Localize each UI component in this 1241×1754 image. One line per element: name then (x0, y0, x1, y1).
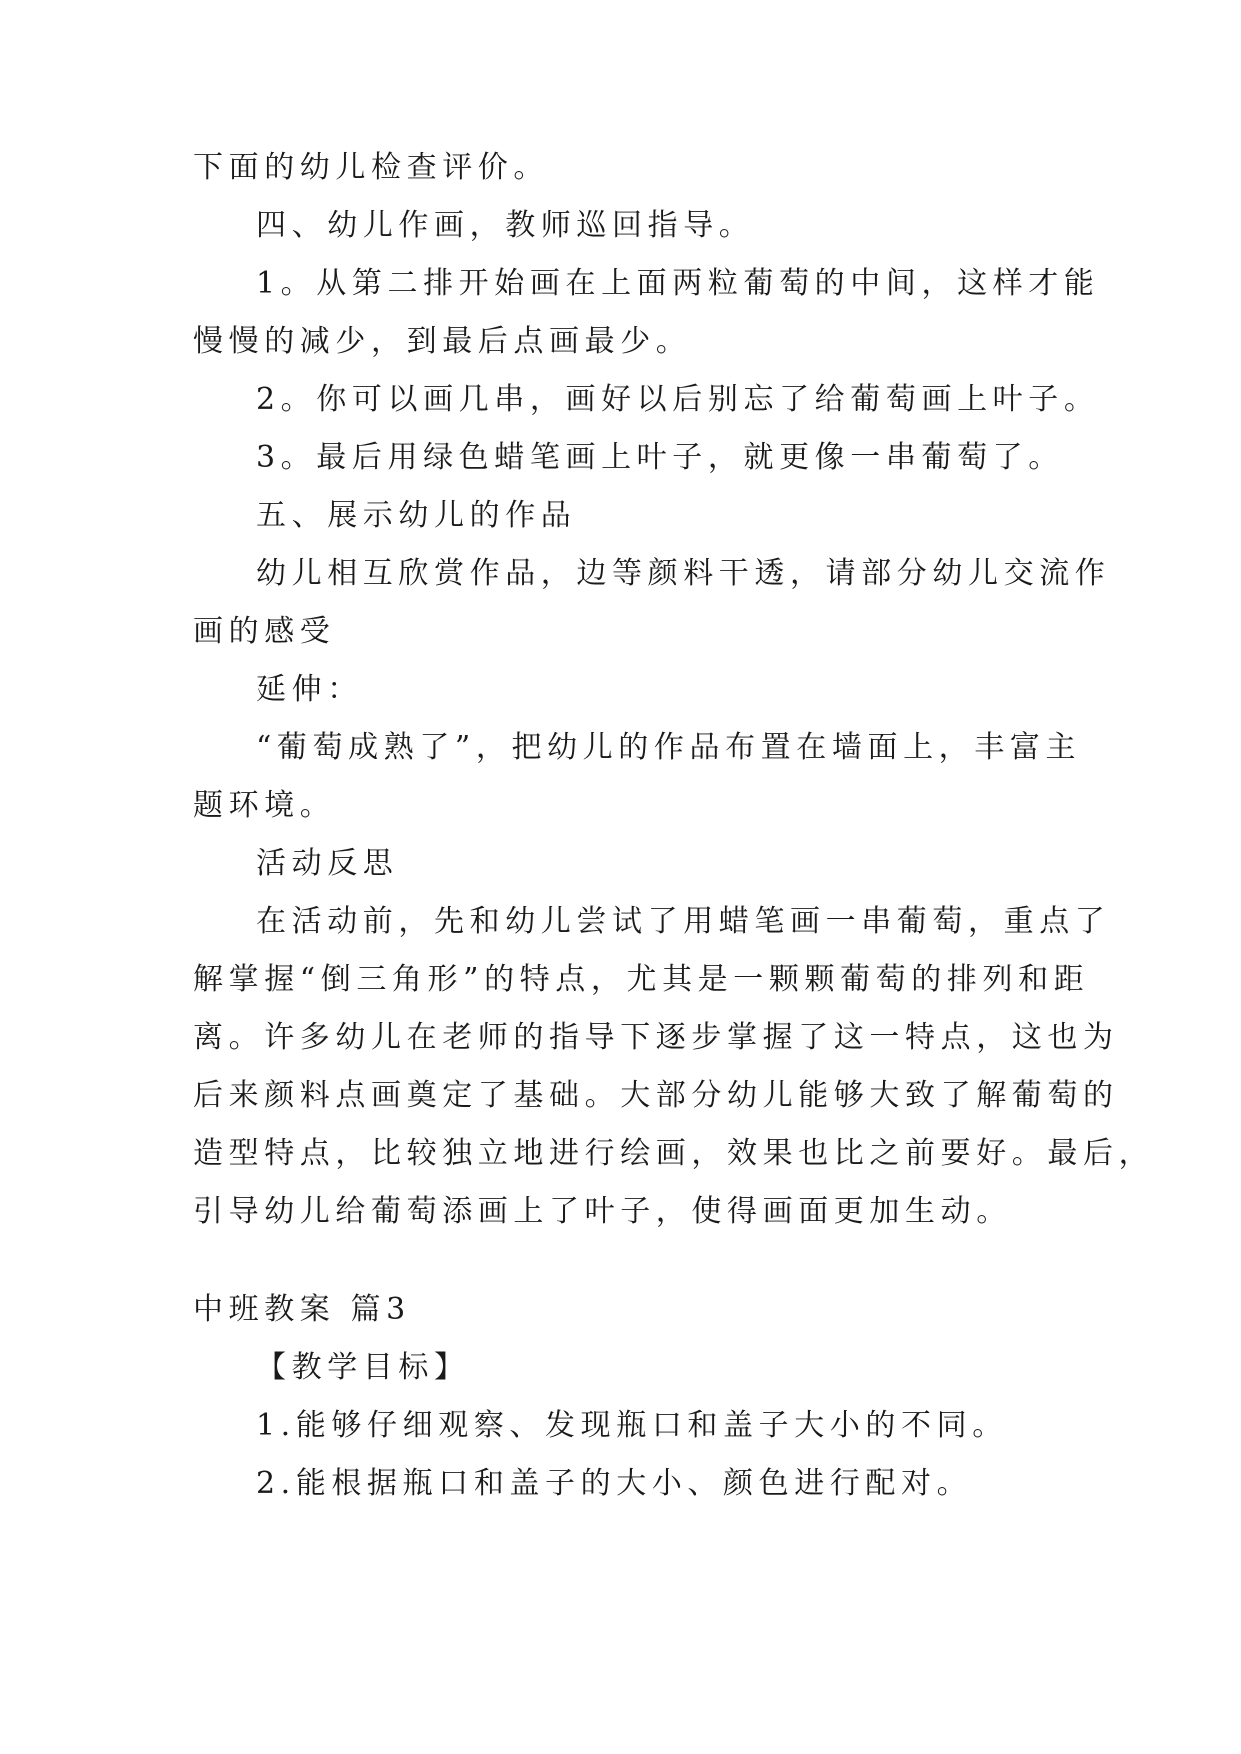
text-line: 2.能根据瓶口和盖子的大小、颜色进行配对。 (256, 1466, 973, 1501)
page-section-title: 中班教案 篇3 (193, 1292, 411, 1327)
text-line: 1.能够仔细观察、发现瓶口和盖子大小的不同。 (256, 1408, 1008, 1443)
text-line: 幼儿相互欣赏作品，边等颜料干透，请部分幼儿交流作 (256, 556, 1111, 591)
text-line: 3。最后用绿色蜡笔画上叶子，就更像一串葡萄了。 (256, 440, 1064, 475)
text-line: 引导幼儿给葡萄添画上了叶子，使得画面更加生动。 (193, 1194, 1012, 1229)
text-line: 后来颜料点画奠定了基础。大部分幼儿能够大致了解葡萄的 (193, 1078, 1119, 1113)
section-heading: 五、展示幼儿的作品 (256, 498, 577, 533)
section-heading: 四、幼儿作画，教师巡回指导。 (256, 208, 755, 243)
text-line: 题环境。 (193, 788, 336, 823)
text-line: 在活动前，先和幼儿尝试了用蜡笔画一串葡萄，重点了 (256, 904, 1111, 939)
section-heading: 活动反思 (256, 846, 399, 881)
text-line: 1。从第二排开始画在上面两粒葡萄的中间，这样才能 (256, 266, 1100, 301)
section-heading: 【教学目标】 (256, 1350, 470, 1385)
text-line: 解掌握“倒三角形”的特点，尤其是一颗颗葡萄的排列和距 (193, 962, 1090, 997)
section-heading: 延伸： (256, 672, 363, 707)
text-line: 造型特点，比较独立地进行绘画，效果也比之前要好。最后， (193, 1136, 1155, 1171)
text-line: 画的感受 (193, 614, 336, 649)
text-line: “葡萄成熟了”，把幼儿的作品布置在墙面上，丰富主 (256, 730, 1082, 765)
text-line: 慢慢的减少，到最后点画最少。 (193, 324, 692, 359)
text-line: 离。许多幼儿在老师的指导下逐步掌握了这一特点，这也为 (193, 1020, 1119, 1055)
text-line: 2。你可以画几串，画好以后别忘了给葡萄画上叶子。 (256, 382, 1100, 417)
text-line: 下面的幼儿检查评价。 (193, 150, 549, 185)
